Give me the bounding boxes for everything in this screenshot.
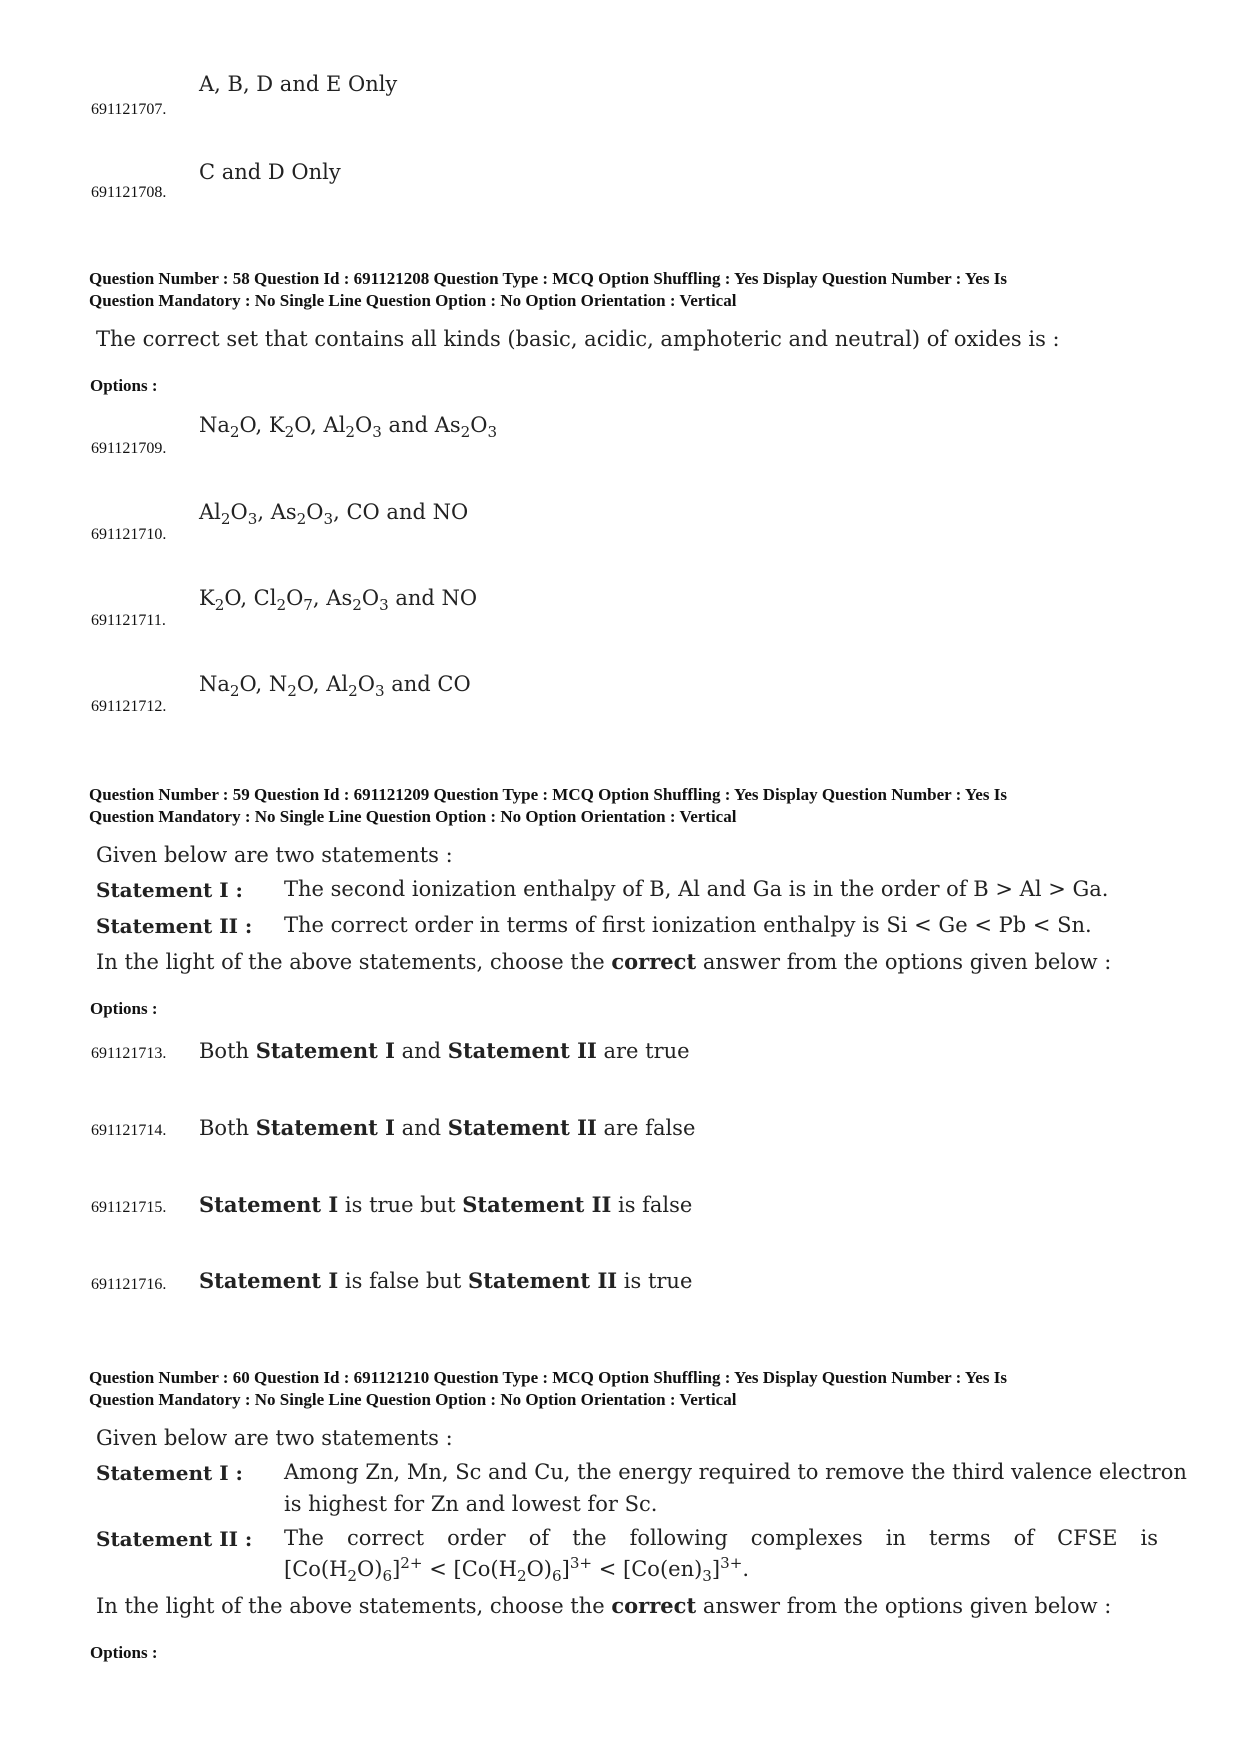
question-meta: Question Number : 60 Question Id : 691121210 Question Type : MCQ Option Shuffling : Yes Display Question Number : Yes Is Question Mandatory : No Single Line Question Option : No Option Orientation : Vertical [89, 1368, 1007, 1409]
statement-2-label: Statement II : [96, 1527, 253, 1551]
statement-2-text-line1: The correct order of the following complexes in terms of CFSE is [284, 1526, 1158, 1550]
option-id: 691121714. [91, 1122, 167, 1139]
option-id: 691121713. [91, 1045, 167, 1062]
option-text: Statement I is true but Statement II is false [199, 1192, 693, 1217]
option-text: C and D Only [199, 160, 341, 184]
question-meta: Question Number : 58 Question Id : 691121208 Question Type : MCQ Option Shuffling : Yes Display Question Number : Yes Is Question Mandatory : No Single Line Question Option : No Option Orientation : Vertical [89, 269, 1007, 310]
options-label: Options : [90, 376, 158, 395]
option-id: 691121710. [91, 526, 167, 543]
question-instruction: In the light of the above statements, choose the correct answer from the options given below : [96, 949, 1112, 974]
statement-1-label: Statement I : [96, 878, 243, 902]
statement-2-label: Statement II : [96, 914, 253, 938]
option-id: 691121715. [91, 1199, 167, 1216]
option-text: $Al_2O_3$, $As_2O_3$, CO and NO [199, 500, 469, 529]
option-text: Both Statement I and Statement II are false [199, 1115, 696, 1140]
statement-2-formula: $[Co(H_2O)_6]^{2+} < [Co(H_2O)_6]^{3+} < [Co(en)_3]^{3+}$. [284, 1554, 750, 1586]
option-text: $K_2O$, $Cl_2O_7$, $As_2O_3$ and NO [199, 586, 478, 615]
options-label: Options : [90, 1643, 158, 1662]
option-id: 691121716. [91, 1276, 167, 1293]
question-intro: Given below are two statements : [96, 843, 453, 867]
option-text: $Na_2O$, $N_2O$, $Al_2O_3$ and CO [199, 672, 471, 701]
statement-1-text-line2: is highest for Zn and lowest for Sc. [284, 1492, 658, 1516]
option-text: Statement I is false but Statement II is true [199, 1268, 693, 1293]
option-text: $Na_2O$, $K_2O$, $Al_2O_3$ and $As_2O_3$ [199, 413, 498, 442]
option-id: 691121711. [91, 612, 166, 629]
question-text: The correct set that contains all kinds (basic, acidic, amphoteric and neutral) of oxides is : [96, 327, 1060, 351]
question-instruction: In the light of the above statements, choose the correct answer from the options given below : [96, 1593, 1112, 1618]
option-id: 691121707. [91, 101, 167, 118]
option-id: 691121712. [91, 698, 167, 715]
statement-1-text: The second ionization enthalpy of B, Al and Ga is in the order of B > Al > Ga. [284, 877, 1109, 901]
option-id: 691121708. [91, 184, 167, 201]
question-intro: Given below are two statements : [96, 1426, 453, 1450]
option-text: A, B, D and E Only [199, 72, 398, 96]
option-text: Both Statement I and Statement II are true [199, 1038, 690, 1063]
options-label: Options : [90, 999, 158, 1018]
option-id: 691121709. [91, 440, 167, 457]
statement-2-text: The correct order in terms of first ionization enthalpy is Si < Ge < Pb < Sn. [284, 913, 1092, 937]
statement-1-text-line1: Among Zn, Mn, Sc and Cu, the energy required to remove the third valence electron [284, 1460, 1187, 1484]
question-meta: Question Number : 59 Question Id : 691121209 Question Type : MCQ Option Shuffling : Yes Display Question Number : Yes Is Question Mandatory : No Single Line Question Option : No Option Orientation : Vertical [89, 785, 1007, 826]
statement-1-label: Statement I : [96, 1461, 243, 1485]
